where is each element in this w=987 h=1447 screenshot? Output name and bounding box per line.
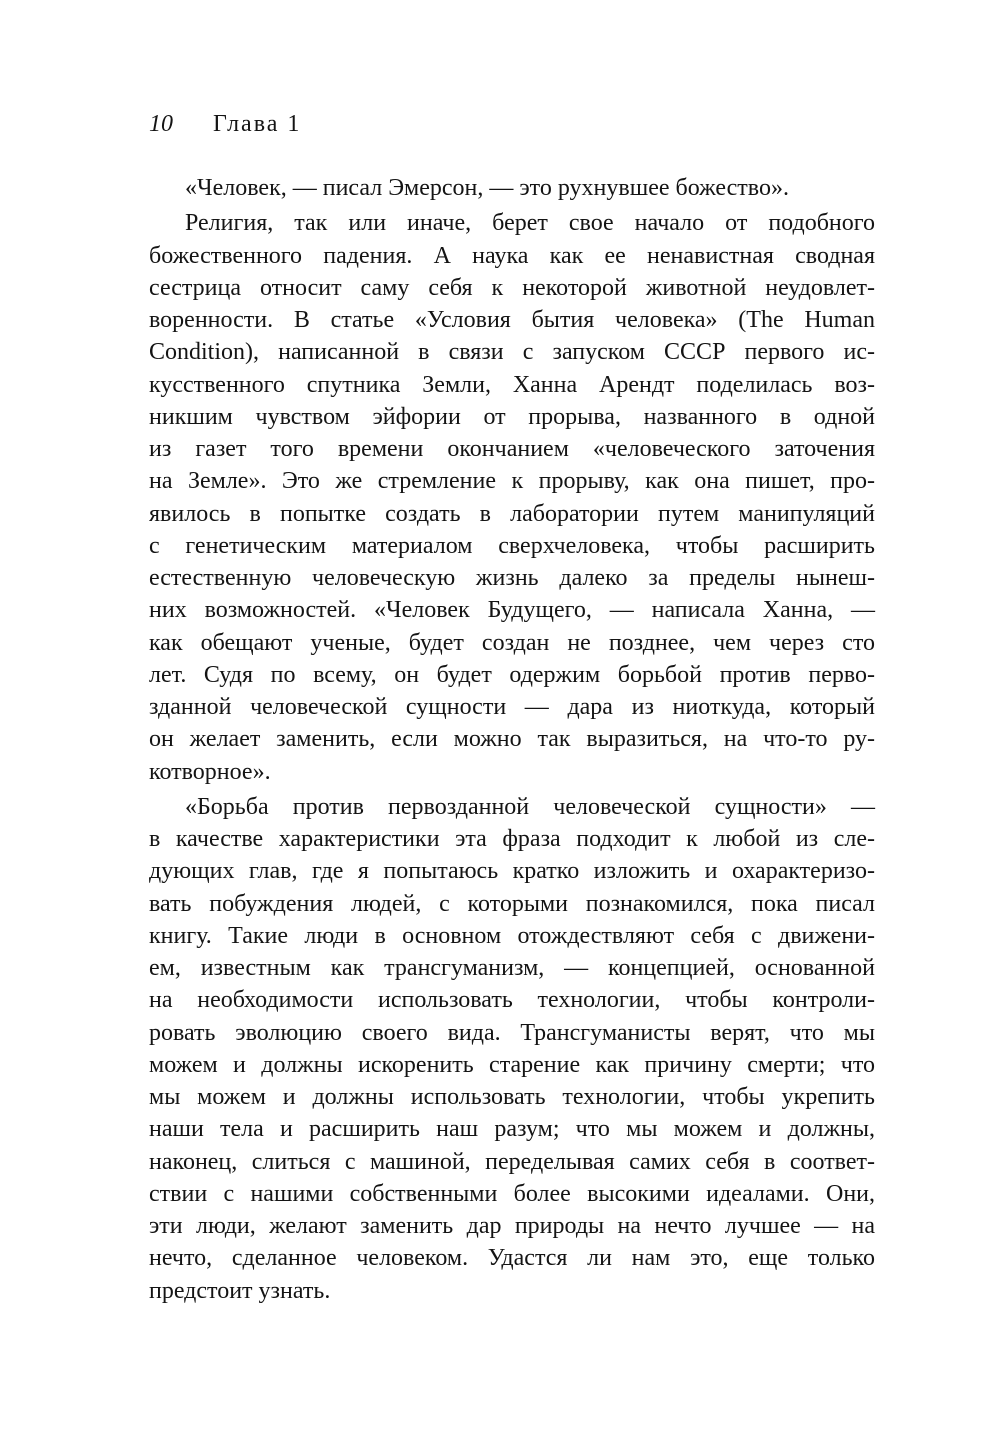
- text-line: ем, известным как трансгуманизм, — концепцией, основанной: [149, 955, 875, 981]
- text-line: сестрица относит саму себя к некоторой животной неудовлет-: [149, 274, 875, 301]
- text-line: «Борьба против первозданной человеческой сущности» —: [185, 793, 875, 820]
- text-line: наши тела и расширить наш разум; что мы можем и должны,: [149, 1116, 875, 1143]
- text-line: из газет того времени окончанием «человеческого заточения: [149, 436, 875, 462]
- text-line: котворное».: [149, 758, 271, 785]
- text-line: естественную человеческую жизнь далеко за пределы нынеш-: [149, 565, 875, 591]
- text-line: «Человек, — писал Эмерсон, — это рухнувшее божество».: [185, 175, 789, 201]
- text-line: эти люди, желают заменить дар природы на нечто лучшее — на: [149, 1213, 875, 1239]
- text-line: как обещают ученые, будет создан не позднее, чем через сто: [149, 629, 875, 656]
- running-head: [149, 108, 301, 140]
- text-line: он желает заменить, если можно так выразиться, на что-то ру-: [149, 726, 875, 753]
- text-line: предстоит узнать.: [149, 1277, 331, 1304]
- body-text: [149, 172, 875, 1307]
- text-line: никшим чувством эйфории от прорыва, названного в одной: [149, 403, 875, 430]
- text-line: зданной человеческой сущности — дара из ниоткуда, который: [149, 694, 875, 720]
- text-line: нечто, сделанное человеком. Удастся ли нам это, еще только: [149, 1245, 875, 1272]
- text-line: воренности. В статье «Условия бытия человека» (The Human: [149, 307, 875, 333]
- text-line: божественного падения. А наука как ее ненавистная сводная: [149, 242, 875, 269]
- text-line: кусственного спутника Земли, Ханна Арендт поделилась воз-: [149, 371, 875, 398]
- text-line: мы можем и должны использовать технологии, чтобы укрепить: [149, 1084, 875, 1110]
- text-line: наконец, слиться с машиной, переделывая самих себя в соответ-: [149, 1148, 875, 1175]
- text-line: лет. Судя по всему, он будет одержим борьбой против перво-: [149, 661, 875, 688]
- text-line: с генетическим материалом сверхчеловека, чтобы расширить: [149, 532, 875, 559]
- text-line: Condition), написанной в связи с запуском СССР первого ис-: [149, 339, 875, 366]
- text-line: ствии с нашими собственными более высокими идеалами. Они,: [149, 1180, 875, 1207]
- text-line: вать побуждения людей, с которыми познакомился, пока писал: [149, 890, 875, 917]
- page-number: 10: [149, 111, 173, 137]
- chapter-title: Глава 1: [213, 111, 302, 137]
- text-line: книгу. Такие люди в основном отождествляют себя с движени-: [149, 922, 875, 949]
- text-line: дующих глав, где я попытаюсь кратко изложить и охарактеризо-: [149, 858, 875, 885]
- text-line: на необходимости использовать технологии, чтобы контроли-: [149, 987, 875, 1014]
- text-line: на Земле». Это же стремление к прорыву, как она пишет, про-: [149, 468, 875, 495]
- text-line: ровать эволюцию своего вида. Трансгуманисты верят, что мы: [149, 1019, 875, 1046]
- text-line: можем и должны искоренить старение как причину смерти; что: [149, 1051, 875, 1078]
- text-line: явилось в попытке создать в лаборатории путем манипуляций: [149, 500, 875, 527]
- text-line: Религия, так или иначе, берет свое начало от подобного: [185, 210, 875, 237]
- text-line: них возможностей. «Человек Будущего, — написала Ханна, —: [149, 597, 875, 624]
- text-line: в качестве характеристики эта фраза подходит к любой из сле-: [149, 826, 875, 852]
